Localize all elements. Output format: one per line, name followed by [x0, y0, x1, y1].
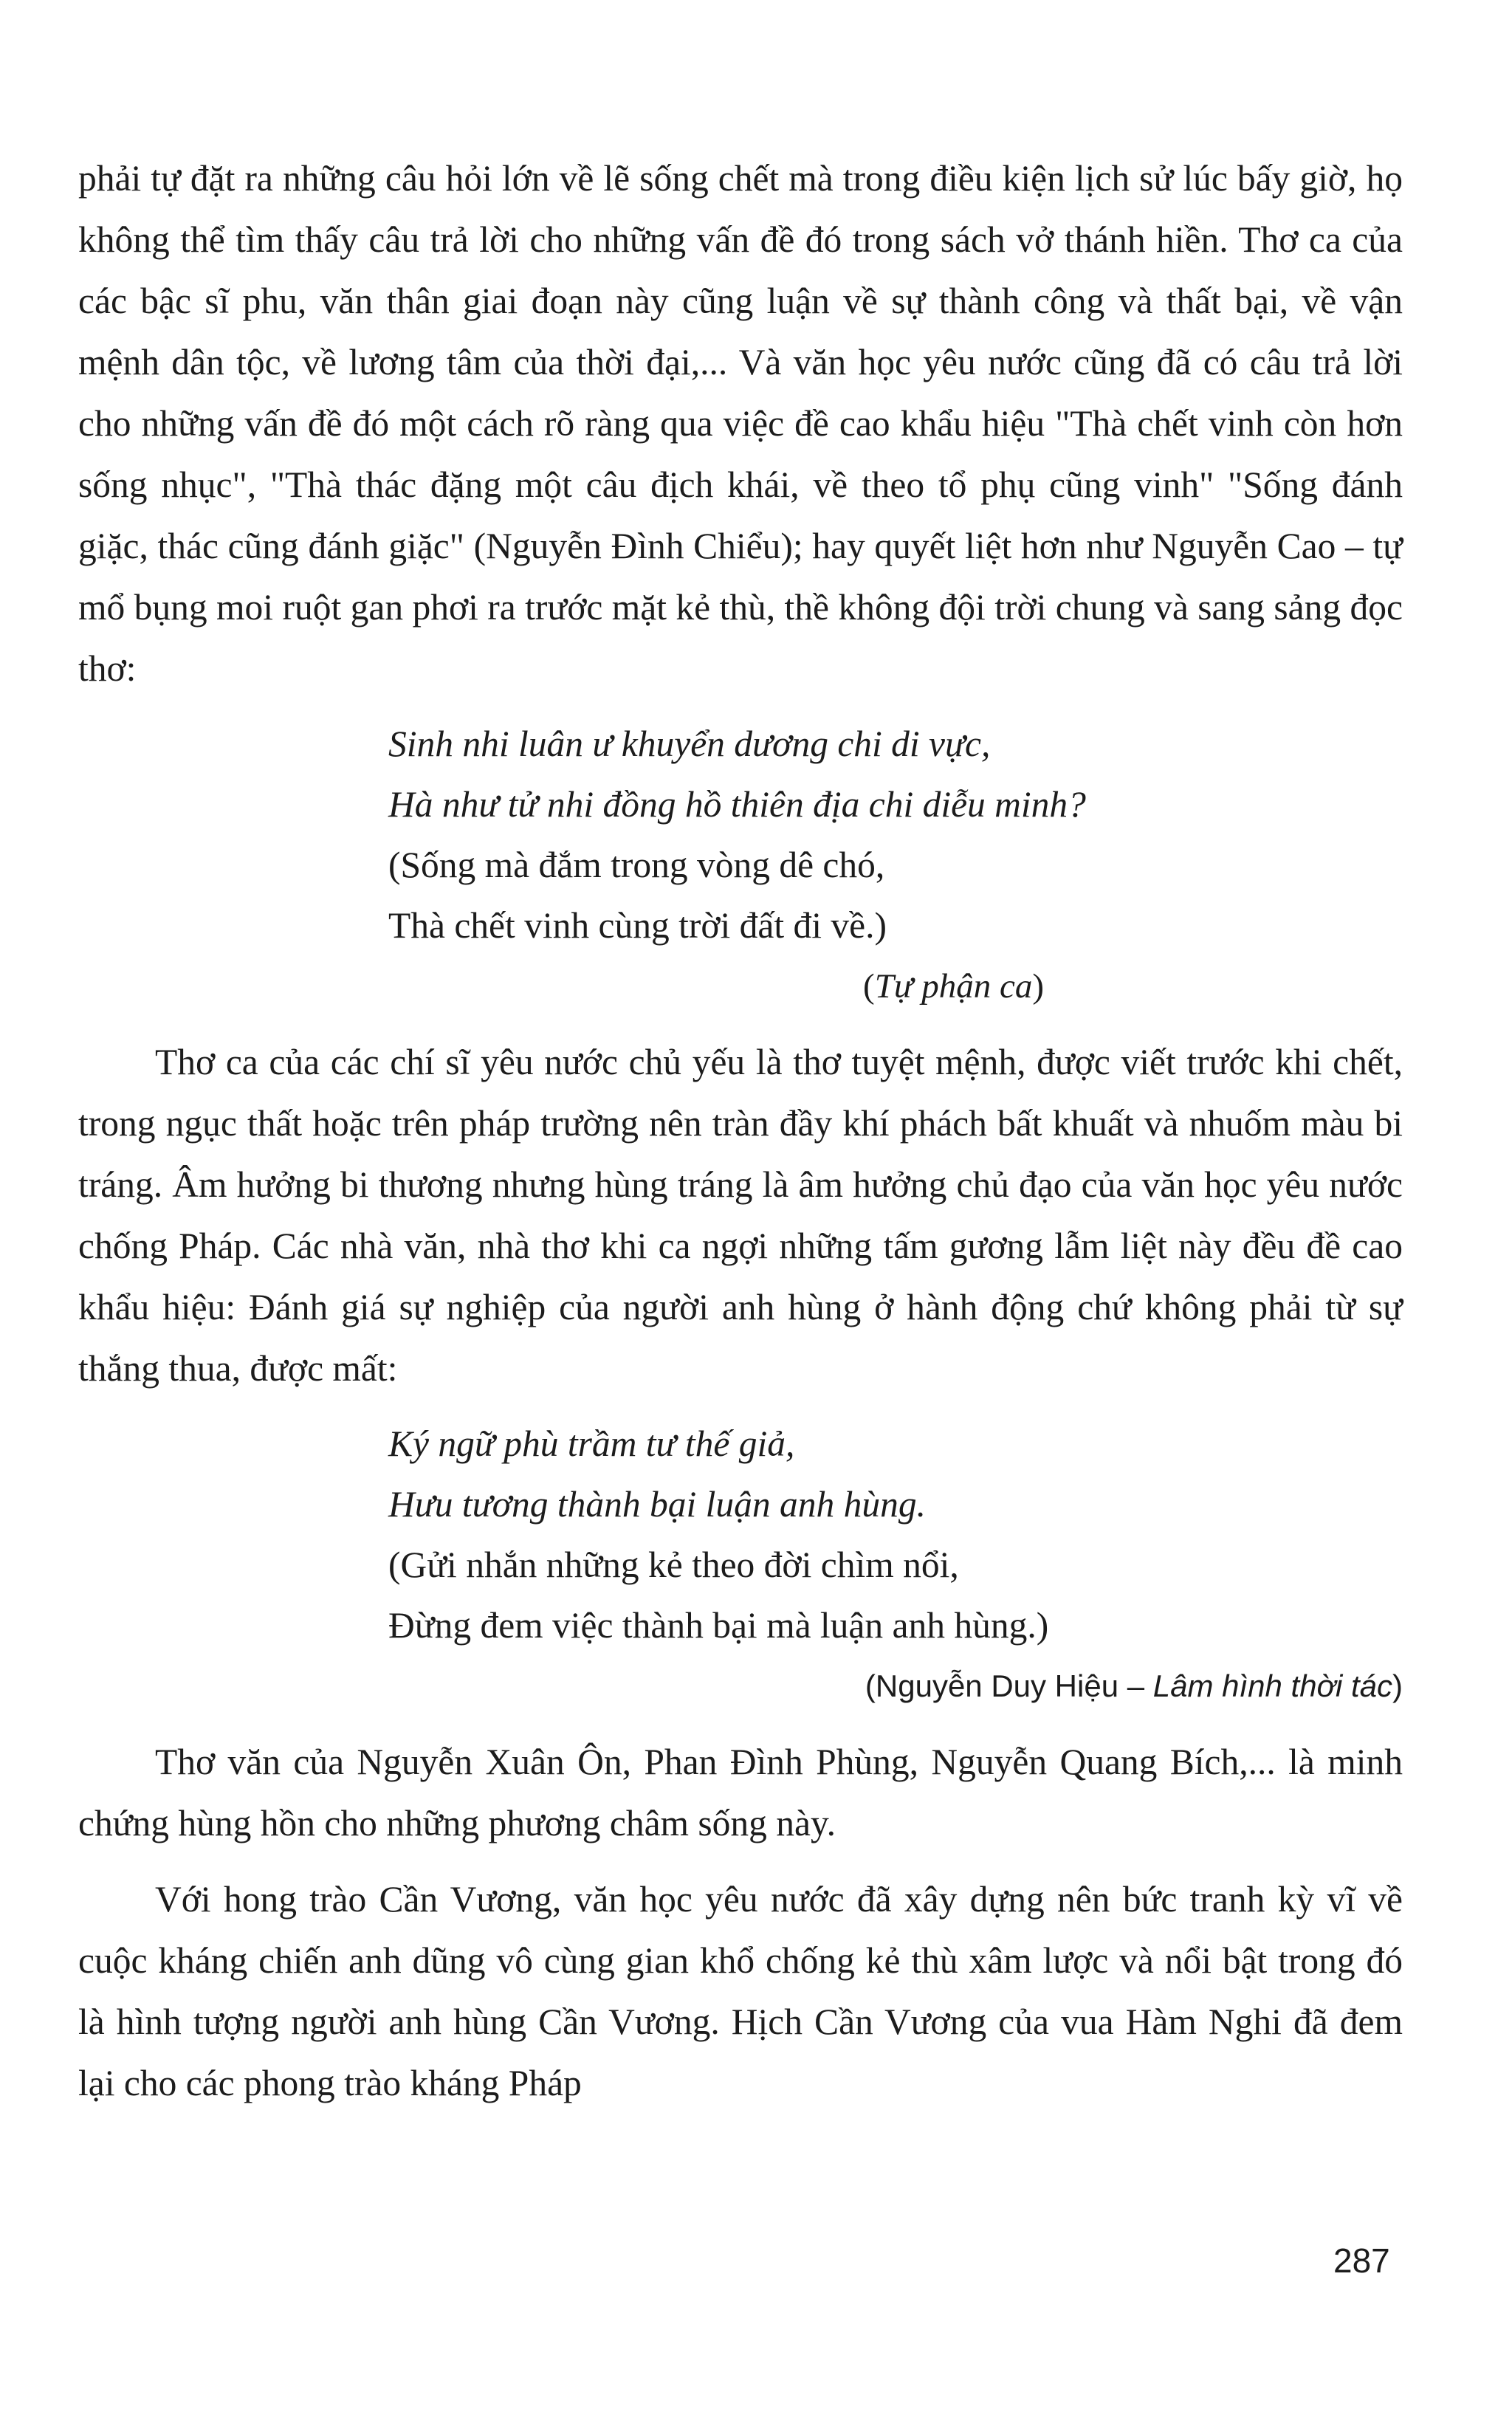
verse-block-1: [388, 714, 1403, 956]
verse-line: Hưu tương thành bại luận anh hùng.: [388, 1484, 927, 1525]
paragraph-2: Thơ ca của các chí sĩ yêu nước chủ yếu là thơ tuyệt mệnh, được viết trước khi chết, trong ngục thất hoặc trên pháp trường nên tràn đầy khí phách bất khuất và nhuốm màu bi tráng. Âm hưởng bi thương nhưng hùng tráng là âm hưởng chủ đạo của văn học yêu nước chống Pháp. Các nhà văn, nhà thơ khi ca ngợi những tấm gương lẫm liệt này đều đề cao khẩu hiệu: Đánh giá sự nghiệp của người anh hùng ở hành động chứ không phải từ sự thắng thua, được mất:: [78, 1042, 1403, 1389]
source-title: Tự phận ca: [874, 967, 1033, 1006]
paragraph-1: phải tự đặt ra những câu hỏi lớn về lẽ sống chết mà trong điều kiện lịch sử lúc bấy giờ, họ không thể tìm thấy câu trả lời cho những vấn đề đó trong sách vở thánh hiền. Thơ ca của các bậc sĩ phu, văn thân giai đoạn này cũng luận về sự thành công và thất bại, về vận mệnh dân tộc, về lương tâm của thời đại,... Và văn học yêu nước cũng đã có câu trả lời cho những vấn đề đó một cách rõ ràng qua việc đề cao khẩu hiệu "Thà chết vinh còn hơn sống nhục", "Thà thác đặng một câu địch khái, về theo tổ phụ cũng vinh" "Sống đánh giặc, thác cũng đánh giặc" (Nguyễn Đình Chiểu); hay quyết liệt hơn như Nguyễn Cao – tự mổ bụng moi ruột gan phơi ra trước mặt kẻ thù, thề không đội trời chung và sang sảng đọc thơ:: [78, 158, 1403, 689]
verse-translation-line: Thà chết vinh cùng trời đất đi về.): [388, 905, 887, 946]
source-author: Nguyễn Duy Hiệu: [875, 1669, 1119, 1703]
page-body: [78, 148, 1403, 2114]
paragraph-3: Thơ văn của Nguyễn Xuân Ôn, Phan Đình Phùng, Nguyễn Quang Bích,... là minh chứng hùng hồn cho những phương châm sống này.: [78, 1742, 1403, 1843]
source-title: Lâm hình thời tác: [1152, 1669, 1392, 1703]
verse-translation-line: (Sống mà đắm trong vòng dê chó,: [388, 845, 885, 885]
paragraph-4: Với hong trào Cần Vương, văn học yêu nước đã xây dựng nên bức tranh kỳ vĩ về cuộc kháng chiến anh dũng vô cùng gian khổ chống kẻ thù xâm lược và nổi bật trong đó là hình tượng người anh hùng Cần Vương. Hịch Cần Vương của vua Hàm Nghi đã đem lại cho các phong trào kháng Pháp: [78, 1879, 1403, 2103]
verse-line: Ký ngữ phù trầm tư thế giả,: [388, 1423, 795, 1464]
page-number: 287: [1333, 2241, 1390, 2280]
verse-source-2: (Nguyễn Duy Hiệu – Lâm hình thời tác): [865, 1669, 1403, 1703]
verse-translation-line: Đừng đem việc thành bại mà luận anh hùng.): [388, 1605, 1049, 1646]
verse-translation-line: (Gửi nhắn những kẻ theo đời chìm nổi,: [388, 1544, 959, 1585]
source-separator: –: [1118, 1669, 1153, 1703]
verse-line: Sinh nhi luân ư khuyển dương chi di vực,: [388, 724, 991, 764]
verse-line: Hà như tử nhi đồng hồ thiên địa chi diễu minh?: [388, 784, 1086, 825]
verse-block-2: [388, 1414, 1403, 1656]
verse-source-1: (Tự phận ca): [863, 967, 1044, 1006]
